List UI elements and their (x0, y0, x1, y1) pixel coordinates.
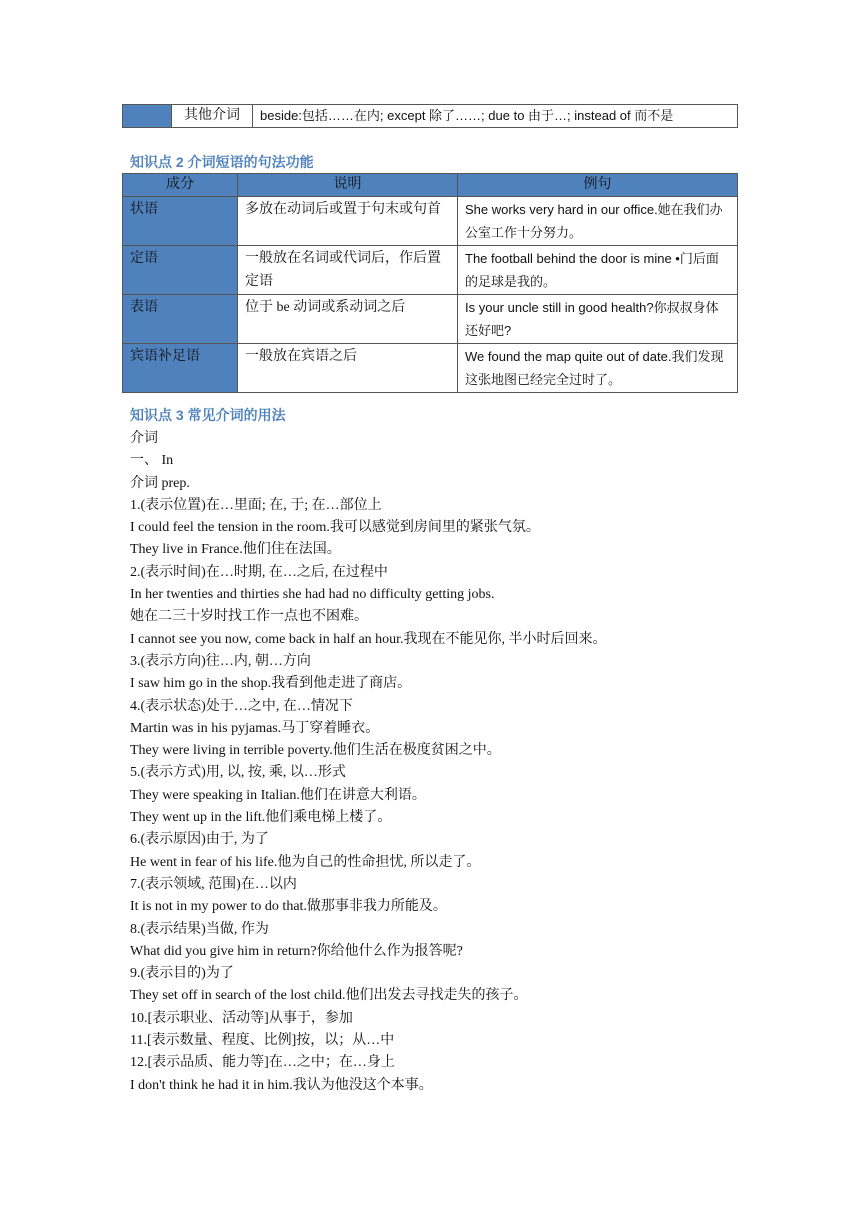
text-line: They set off in search of the lost child.他们出发去寻找走失的孩子。 (130, 988, 528, 1004)
table-row (123, 246, 738, 295)
desc-cell: 位于 be 动词或系动词之后 (238, 295, 458, 344)
text-line: I saw him go in the shop.我看到他走进了商店。 (130, 676, 412, 692)
text-line: 她在二三十岁时找工作一点也不困难。 (130, 609, 368, 625)
text-line: They were speaking in Italian.他们在讲意大利语。 (130, 787, 426, 803)
column-header: 说明 (238, 174, 458, 197)
text-line: 1.(表示位置)在…里面; 在, 于; 在…部位上 (130, 497, 382, 513)
text-line: I could feel the tension in the room.我可以感觉到房间里的紧张气氛。 (130, 520, 540, 536)
desc-cell: 一般放在名词或代词后，作后置定语 (238, 246, 458, 295)
desc-cell: 一般放在宾语之后 (238, 344, 458, 393)
text-line: 介词 (130, 431, 158, 446)
text-line: 4.(表示状态)处于…之中, 在…情况下 (130, 698, 353, 714)
column-header: 例句 (458, 174, 738, 197)
section3-title: 知识点 3 常见介词的用法 (130, 407, 286, 423)
role-cell: 定语 (123, 246, 238, 295)
section2-title: 知识点 2 介词短语的句法功能 (130, 154, 314, 170)
example-cell: We found the map quite out of date.我们发现这张地图已经完全过时了。 (458, 344, 738, 393)
text-line: 7.(表示领域, 范围)在…以内 (130, 876, 297, 892)
text-line: 11.[表示数量、程度、比例]按，以；从…中 (130, 1033, 395, 1049)
table-row (123, 197, 738, 246)
table-row (123, 344, 738, 393)
text-line: It is not in my power to do that.做那事非我力所能及。 (130, 899, 447, 915)
text-line: They were living in terrible poverty.他们生活在极度贫困之中。 (130, 743, 501, 759)
text-line: What did you give him in return?你给他什么作为报答呢? (130, 943, 463, 959)
role-cell: 表语 (123, 295, 238, 344)
column-header: 成分 (123, 174, 238, 197)
text-line: 5.(表示方式)用, 以, 按, 乘, 以…形式 (130, 765, 346, 781)
text-line: 10.[表示职业、活动等]从事于，参加 (130, 1010, 353, 1026)
text-line: I cannot see you now, come back in half an hour.我现在不能见你, 半小时后回来。 (130, 631, 607, 647)
syntax-function-table (122, 173, 738, 393)
text-line: 3.(表示方向)往…内, 朝…方向 (130, 653, 311, 669)
prepositions-table-continued (122, 104, 738, 128)
text-line: 6.(表示原因)由于, 为了 (130, 832, 269, 848)
text-line: Martin was in his pyjamas.马丁穿着睡衣。 (130, 720, 380, 736)
text-line: I don't think he had it in him.我认为他没这个本事。 (130, 1077, 433, 1093)
table-row (123, 105, 738, 128)
table-header-row (123, 174, 738, 197)
category-cell: 其他介词 (172, 105, 253, 128)
row-header-cell (123, 105, 172, 128)
text-line: They live in France.他们住在法国。 (130, 542, 341, 558)
text-line: They went up in the lift.他们乘电梯上楼了。 (130, 810, 392, 826)
text-line: In her twenties and thirties she had had no difficulty getting jobs. (130, 587, 495, 603)
text-line: 8.(表示结果)当做, 作为 (130, 921, 269, 937)
preposition-usage-body (130, 428, 750, 1097)
role-cell: 宾语补足语 (123, 344, 238, 393)
text-line: 12.[表示品质、能力等]在…之中；在…身上 (130, 1055, 395, 1071)
example-cell: Is your uncle still in good health?你叔叔身体还好吧? (458, 295, 738, 344)
example-cell: The football behind the door is mine •门后面的足球是我的。 (458, 246, 738, 295)
content-cell: beside:包括……在内; except 除了……; due to 由于…; instead of 而不是 (253, 105, 738, 128)
role-cell: 状语 (123, 197, 238, 246)
text-line: 介词 prep. (130, 475, 190, 491)
text-line: 9.(表示目的)为了 (130, 966, 234, 982)
table-row (123, 295, 738, 344)
desc-cell: 多放在动词后或置于句末或句首 (238, 197, 458, 246)
text-line: He went in fear of his life.他为自己的性命担忧, 所以走了。 (130, 854, 481, 870)
example-cell: She works very hard in our office.她在我们办公室工作十分努力。 (458, 197, 738, 246)
text-line: 2.(表示时间)在…时期, 在…之后, 在过程中 (130, 564, 388, 580)
text-line: 一、 In (130, 453, 174, 469)
